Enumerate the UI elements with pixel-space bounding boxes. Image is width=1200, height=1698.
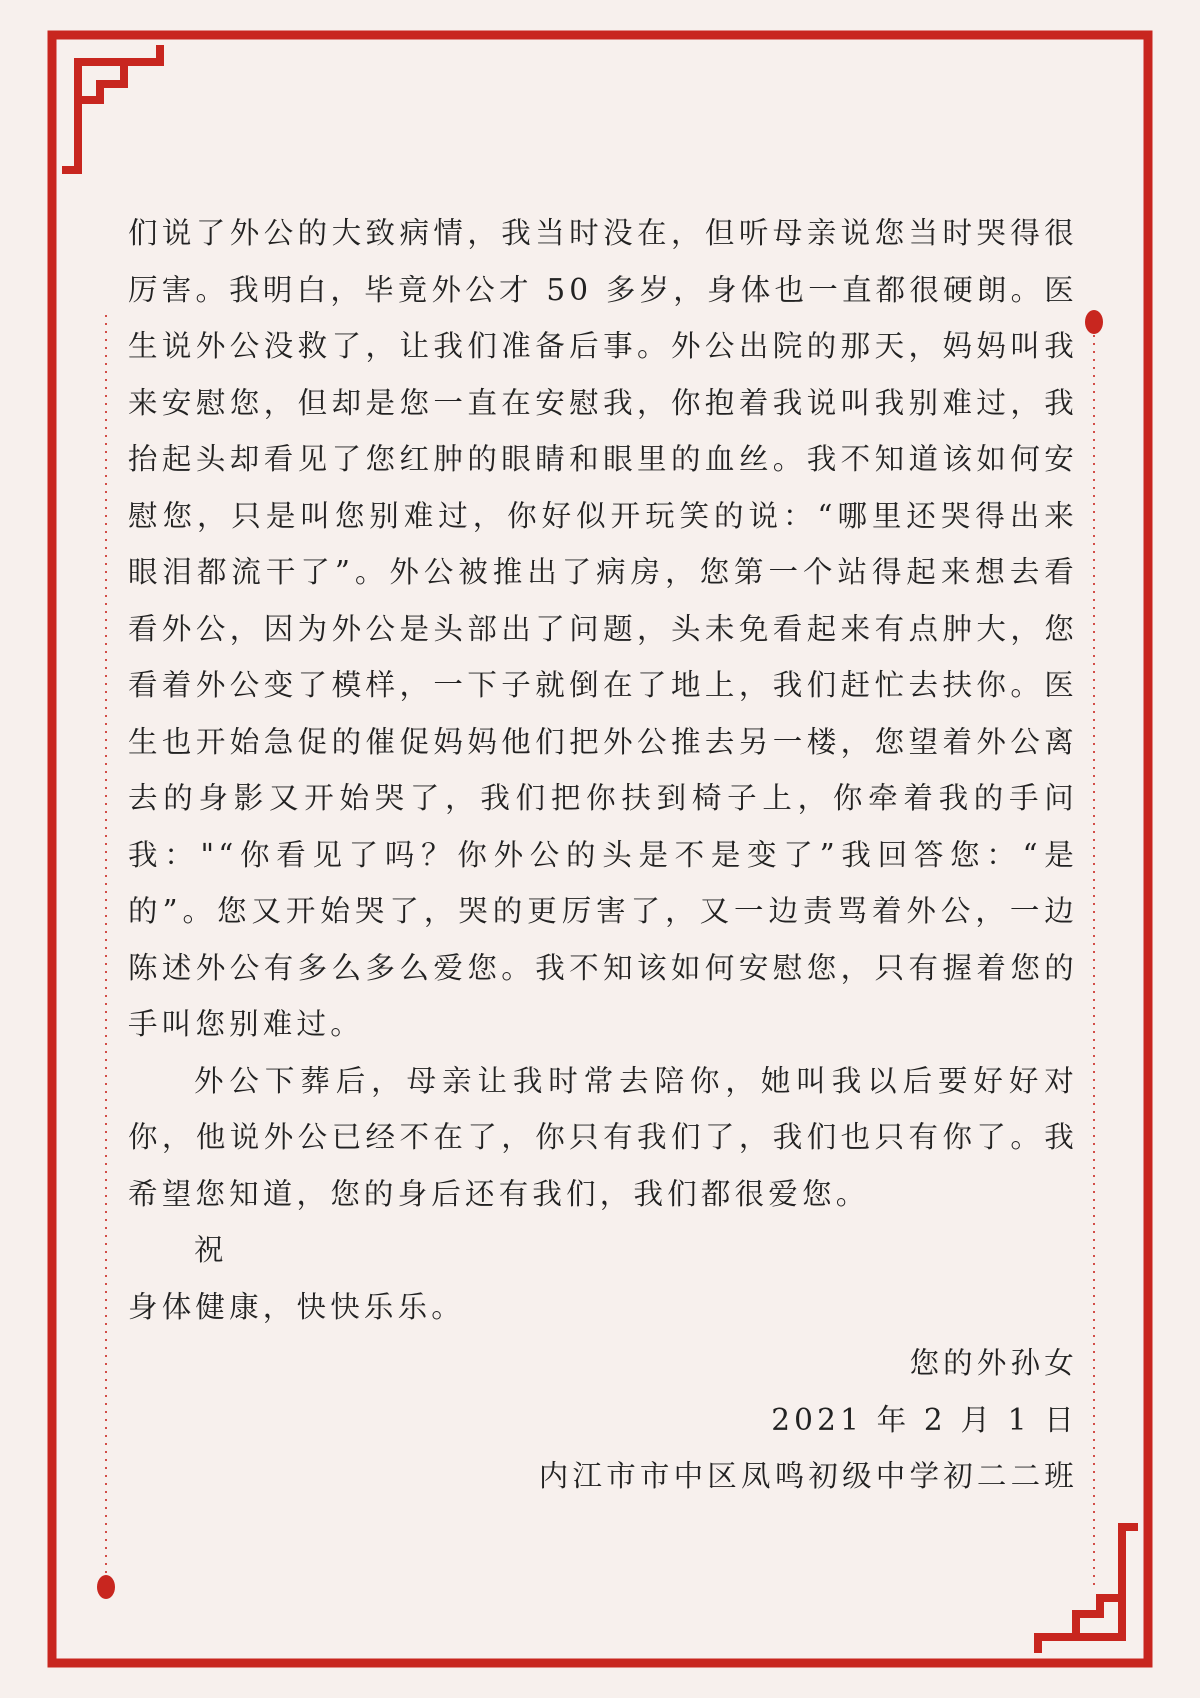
red-bead-right — [1085, 310, 1103, 334]
signature-date: 2021 年 2 月 1 日 — [771, 1402, 1078, 1437]
greeting: 祝 — [194, 1233, 228, 1267]
signature-name: 您的外孙女 — [909, 1346, 1078, 1380]
closing-wish: 身体健康，快快乐乐。 — [128, 1289, 466, 1324]
paragraph-1: 们说了外公的大致病情，我当时没在，但听母亲说您当时哭得很厉害。我明白，毕竟外公才 50 多岁，身体也一直都很硬朗。医生说外公没救了，让我们准备后事。外公出院的那天，妈妈叫我来安慰您，但却是您一直在安慰我，你抱着我说叫我别难过，我抬起头却看见了您红肿的眼睛和眼里的血丝。我不知道该如何安慰您，只是叫您别难过，你好似开玩笑的说：“哪里还哭得出来眼泪都流干了”。外公被推出了病房，您第一个站得起来想去看看外公，因为外公是头部出了问题，头未免看起来有点肿大，您看着外公变了模样，一下子就倒在了地上，我们赶忙去扶你。医生也开始急促的催促妈妈他们把外公推去另一楼，您望着外公离去的身影又开始哭了，我们把你扶到椅子上，你牵着我的手问我："“你看见了吗？你外公的头是不是变了”我回答您：“是的”。您又开始哭了，哭的更厉害了，又一边责骂着外公，一边陈述外公有多么多么爱您。我不知该如何安慰您，只有握着您的手叫您别难过。 — [128, 216, 1078, 1041]
corner-ornament-bottom-right — [1038, 1527, 1138, 1653]
corner-ornament-top-left — [62, 45, 160, 170]
letter-body — [128, 205, 1078, 1505]
red-bead-left — [97, 1575, 115, 1599]
paragraph-2: 外公下葬后，母亲让我时常去陪你，她叫我以后要好好对你，他说外公已经不在了，你只有我们了，我们也只有你了。我希望您知道，您的身后还有我们，我们都很爱您。 — [128, 1063, 1078, 1211]
signature-school: 内江市市中区凤鸣初级中学初二二班 — [538, 1459, 1078, 1493]
